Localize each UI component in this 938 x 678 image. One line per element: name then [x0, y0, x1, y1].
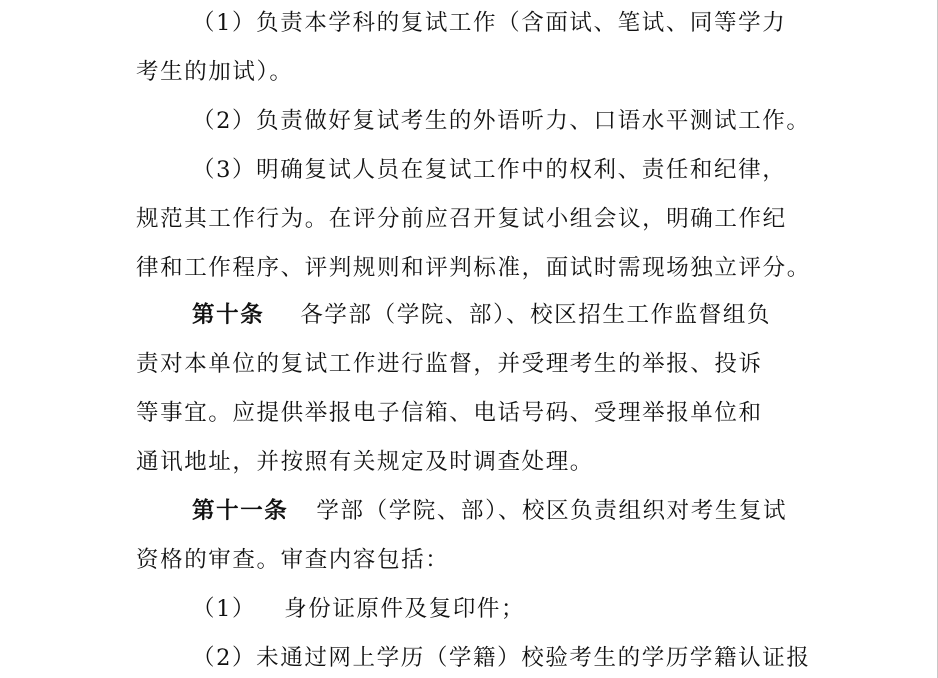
- paragraph-line: （2）负责做好复试考生的外语听力、口语水平测试工作。: [192, 108, 811, 134]
- paragraph-line: 等事宜。应提供举报电子信箱、电话号码、受理举报单位和: [136, 400, 763, 426]
- article-eleven-line: [192, 494, 872, 528]
- paragraph-line: 资格的审查。审查内容包括：: [136, 547, 450, 573]
- paragraph-line: 规范其工作行为。在评分前应召开复试小组会议，明确工作纪: [136, 206, 787, 232]
- paragraph-line: 责对本单位的复试工作进行监督，并受理考生的举报、投诉: [136, 351, 763, 377]
- article-ten-line: [192, 298, 872, 332]
- list-item-line: [192, 592, 872, 626]
- list-item-number: （1）: [192, 596, 257, 622]
- paragraph-line: 考生的加试）。: [136, 59, 294, 85]
- article-eleven-text: 学部（学院、部）、校区负责组织对考生复试: [316, 498, 788, 524]
- list-item-text: 身份证原件及复印件；: [284, 596, 526, 622]
- article-eleven-heading: 第十一条: [192, 498, 289, 524]
- paragraph-line: 通讯地址，并按照有关规定及时调查处理。: [136, 449, 594, 475]
- paragraph-line: 律和工作程序、评判规则和评判标准，面试时需现场独立评分。: [136, 255, 811, 281]
- paragraph-line: （1）负责本学科的复试工作（含面试、笔试、同等学力: [192, 10, 787, 36]
- article-ten-heading: 第十条: [192, 302, 265, 328]
- paragraph-line: （2）未通过网上学历（学籍）校验考生的学历学籍认证报: [192, 645, 811, 671]
- paragraph-line: （3）明确复试人员在复试工作中的权利、责任和纪律，: [192, 157, 787, 183]
- article-ten-text: 各学部（学院、部）、校区招生工作监督组负: [300, 302, 772, 328]
